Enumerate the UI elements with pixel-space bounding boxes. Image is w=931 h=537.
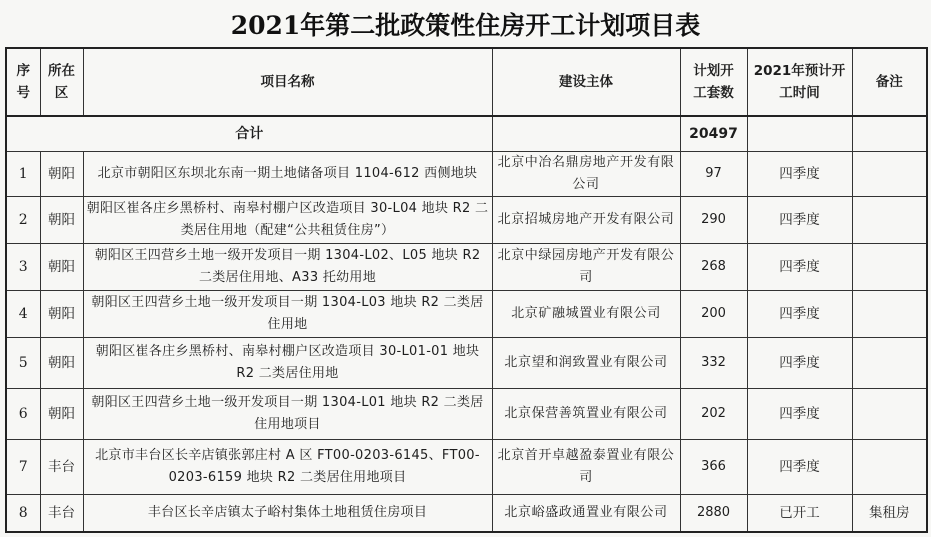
row-planned-units: 200 [680,290,747,337]
row-developer: 北京保营善筑置业有限公司 [492,388,680,439]
row-district: 丰台 [40,494,83,532]
row-start-time: 四季度 [747,151,852,196]
table-row [6,151,927,196]
row-remarks [852,439,927,494]
document-title: 2021年第二批政策性住房开工计划项目表 [230,11,701,40]
table-row [6,290,927,337]
row-developer: 北京招城房地产开发有限公司 [492,196,680,243]
header-planned-units: 计划开工套数 [680,48,747,116]
row-project-name: 北京市丰台区长辛店镇张郭庄村 A 区 FT00-0203-6145、FT00-0203-6159 地块 R2 二类居住用地项目 [83,439,492,494]
row-planned-units: 97 [680,151,747,196]
row-remarks [852,151,927,196]
row-project-name: 朝阳区王四营乡土地一级开发项目一期 1304-L01 地块 R2 二类居住用地项目 [83,388,492,439]
row-planned-units: 2880 [680,494,747,532]
row-remarks [852,388,927,439]
total-row [6,116,927,151]
header-project-name: 项目名称 [83,48,492,116]
row-start-time: 四季度 [747,243,852,290]
row-planned-units: 202 [680,388,747,439]
housing-plan-table [5,47,928,533]
row-developer: 北京中绿园房地产开发有限公司 [492,243,680,290]
total-label: 合计 [6,116,492,151]
header-remarks: 备注 [852,48,927,116]
total-remarks [852,116,927,151]
row-start-time: 四季度 [747,290,852,337]
row-developer: 北京中冶名鼎房地产开发有限公司 [492,151,680,196]
row-district: 朝阳 [40,290,83,337]
row-district: 朝阳 [40,388,83,439]
row-no: 7 [6,439,40,494]
row-project-name: 朝阳区王四营乡土地一级开发项目一期 1304-L02、L05 地块 R2 二类居住用地、A33 托幼用地 [83,243,492,290]
row-developer: 北京首开卓越盈泰置业有限公司 [492,439,680,494]
row-remarks: 集租房 [852,494,927,532]
total-planned-units: 20497 [680,116,747,151]
row-planned-units: 332 [680,337,747,388]
row-project-name: 朝阳区王四营乡土地一级开发项目一期 1304-L03 地块 R2 二类居住用地 [83,290,492,337]
row-no: 6 [6,388,40,439]
row-project-name: 北京市朝阳区东坝北东南一期土地储备项目 1104-612 西侧地块 [83,151,492,196]
row-start-time: 已开工 [747,494,852,532]
row-start-time: 四季度 [747,439,852,494]
row-project-name: 朝阳区崔各庄乡黑桥村、南皋村棚户区改造项目 30-L04 地块 R2 二类居住用地（配建“公共租赁住房”） [83,196,492,243]
row-developer: 北京望和润致置业有限公司 [492,337,680,388]
row-district: 朝阳 [40,243,83,290]
row-district: 朝阳 [40,337,83,388]
total-developer [492,116,680,151]
row-start-time: 四季度 [747,388,852,439]
table-row [6,337,927,388]
row-planned-units: 268 [680,243,747,290]
row-remarks [852,290,927,337]
row-district: 朝阳 [40,196,83,243]
row-remarks [852,243,927,290]
row-no: 5 [6,337,40,388]
header-district: 所在区 [40,48,83,116]
row-no: 2 [6,196,40,243]
row-no: 1 [6,151,40,196]
row-remarks [852,196,927,243]
header-no: 序号 [6,48,40,116]
total-start-time [747,116,852,151]
row-developer: 北京矿融城置业有限公司 [492,290,680,337]
row-project-name: 朝阳区崔各庄乡黑桥村、南皋村棚户区改造项目 30-L01-01 地块 R2 二类居住用地 [83,337,492,388]
header-row [6,48,927,116]
table-row [6,439,927,494]
row-no: 4 [6,290,40,337]
row-district: 丰台 [40,439,83,494]
row-project-name: 丰台区长辛店镇太子峪村集体土地租赁住房项目 [83,494,492,532]
row-planned-units: 366 [680,439,747,494]
row-planned-units: 290 [680,196,747,243]
header-developer: 建设主体 [492,48,680,116]
row-district: 朝阳 [40,151,83,196]
row-remarks [852,337,927,388]
table-row [6,243,927,290]
table-row [6,388,927,439]
row-no: 3 [6,243,40,290]
table-row [6,494,927,532]
row-developer: 北京峪盛政通置业有限公司 [492,494,680,532]
row-start-time: 四季度 [747,196,852,243]
table-row [6,196,927,243]
row-start-time: 四季度 [747,337,852,388]
row-no: 8 [6,494,40,532]
header-start-time: 2021年预计开工时间 [747,48,852,116]
